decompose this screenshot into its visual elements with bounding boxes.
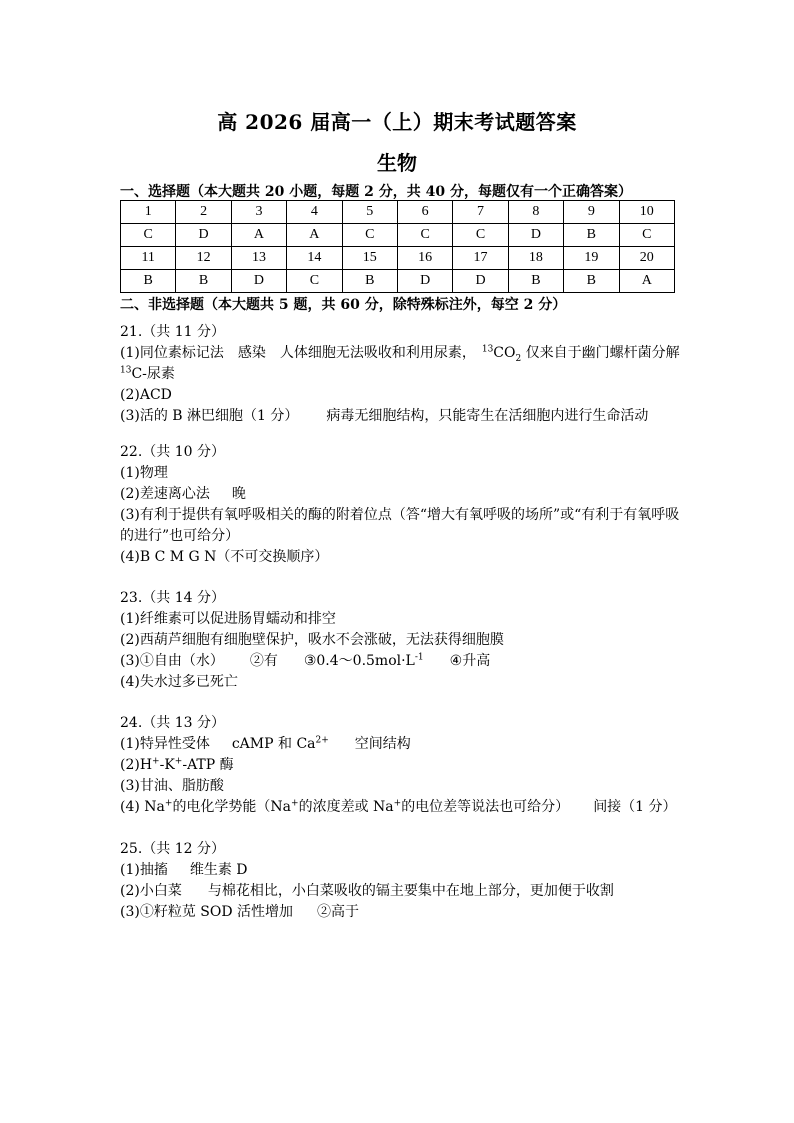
- q21-1d-sup: 13: [481, 344, 494, 355]
- question-number-cell: 8: [508, 201, 563, 224]
- subject-heading: 生物: [377, 151, 417, 175]
- q24-4a: (4) Na: [120, 799, 165, 815]
- question-number-cell: 9: [564, 201, 619, 224]
- q24-2b: -K: [159, 757, 175, 773]
- question-21: [120, 322, 680, 427]
- q23-answer-2: (2)西葫芦细胞有细胞壁保护，吸水不会涨破，无法获得细胞膜: [120, 632, 504, 648]
- answer-table-answer-row: [121, 224, 675, 247]
- answer-cell: B: [176, 270, 231, 293]
- question-number-cell: 7: [453, 201, 508, 224]
- answer-cell: B: [508, 270, 563, 293]
- answer-cell: C: [287, 270, 342, 293]
- q21-1a: (1)同位素标记法: [120, 345, 224, 361]
- q22-2a: (2)差速离心法: [120, 486, 210, 502]
- q21-answer-1-cont: [120, 364, 680, 385]
- question-number-cell: 16: [397, 247, 452, 270]
- q24-1a: (1)特异性受体: [120, 736, 210, 752]
- q24-1c: 空间结构: [354, 736, 411, 752]
- section2-heading: 二、非选择题（本大题共 5 题，共 60 分，除特殊标注外，每空 2 分）: [120, 297, 567, 313]
- q21-2: C-尿素: [131, 366, 175, 382]
- q22-answer-1: (1)物理: [120, 465, 168, 481]
- q21-header: 21.（共 11 分）: [120, 324, 225, 340]
- q21-answer-3: [120, 406, 680, 427]
- q24-2-sup1: +: [152, 756, 160, 767]
- answer-cell: C: [619, 224, 674, 247]
- q21-1d: CO: [493, 345, 516, 361]
- answer-cell: D: [397, 270, 452, 293]
- q24-4-sup3: +: [393, 798, 402, 809]
- q21-2-sup: 13: [120, 365, 132, 376]
- q24-1b-sup: 2+: [315, 735, 329, 746]
- q24-4e: 间接（1 分）: [593, 799, 677, 815]
- question-24: [120, 713, 680, 818]
- q22-answer-3: (3)有利于提供有氧呼吸相关的酶的附着位点（答“增大有氧呼吸的场所”或“有利于有氧呼吸的进行”也可给分）: [120, 507, 680, 544]
- q24-2a: (2)H: [120, 757, 153, 773]
- question-number-cell: 3: [231, 201, 286, 224]
- q25-answer-2: [120, 881, 680, 902]
- q22-2b: 晚: [231, 486, 246, 502]
- q22-answer-2: [120, 484, 680, 505]
- answer-cell: D: [453, 270, 508, 293]
- question-number-cell: 13: [231, 247, 286, 270]
- q25-3b: ②高于: [317, 904, 360, 920]
- answer-cell: B: [564, 224, 619, 247]
- question-number-cell: 5: [342, 201, 397, 224]
- q23-answer-4: (4)失水过多已死亡: [120, 674, 238, 690]
- q25-3a: (3)①籽粒苋 SOD 活性增加: [120, 904, 294, 920]
- q21-1b: 感染: [237, 345, 266, 361]
- question-number-cell: 6: [397, 201, 452, 224]
- q23-answer-1: (1)纤维素可以促进肠胃蠕动和排空: [120, 611, 336, 627]
- answer-table-number-row: [121, 247, 675, 270]
- q24-answer-1: [120, 734, 680, 755]
- q23-answer-3: [120, 651, 680, 672]
- answer-cell: C: [453, 224, 508, 247]
- question-number-cell: 15: [342, 247, 397, 270]
- q25-1b: 维生素 D: [189, 862, 248, 878]
- q23-3b: ②有: [249, 653, 278, 669]
- answer-table-answer-row: [121, 270, 675, 293]
- q23-3c-sup: -1: [414, 652, 424, 663]
- question-number-cell: 10: [619, 201, 674, 224]
- question-number-cell: 2: [176, 201, 231, 224]
- answer-cell: B: [342, 270, 397, 293]
- question-25: [120, 839, 680, 923]
- question-number-cell: 4: [287, 201, 342, 224]
- question-number-cell: 11: [121, 247, 176, 270]
- answer-cell: A: [619, 270, 674, 293]
- answer-cell: A: [231, 224, 286, 247]
- q24-answer-3: (3)甘油、脂肪酸: [120, 778, 224, 794]
- answer-cell: C: [121, 224, 176, 247]
- q21-3b: 病毒无细胞结构，只能寄生在活细胞内进行生命活动: [326, 408, 649, 424]
- question-23: [120, 588, 680, 693]
- answer-cell: C: [397, 224, 452, 247]
- q24-4c: 的浓度差或 Na: [298, 799, 394, 815]
- answer-cell: D: [508, 224, 563, 247]
- q24-answer-4: [120, 797, 680, 818]
- q24-4b: 的电化学势能（Na: [172, 799, 292, 815]
- question-22: [120, 442, 680, 568]
- question-number-cell: 18: [508, 247, 563, 270]
- q21-1d-sub: 2: [515, 353, 522, 364]
- q24-1b: cAMP 和 Ca: [231, 736, 316, 752]
- answer-table-number-row: [121, 201, 675, 224]
- answer-cell: B: [564, 270, 619, 293]
- answer-table: [120, 200, 675, 293]
- q24-2-sup2: +: [174, 756, 183, 767]
- section1-heading: 一、选择题（本大题共 20 小题，每题 2 分，共 40 分，每题仅有一个正确答案）: [120, 184, 632, 200]
- question-number-cell: 1: [121, 201, 176, 224]
- page-title: 高 2026 届高一（上）期末考试题答案: [217, 110, 577, 134]
- q25-answer-3: [120, 902, 680, 923]
- question-number-cell: 12: [176, 247, 231, 270]
- q25-1a: (1)抽搐: [120, 862, 168, 878]
- q21-1c: 人体细胞无法吸收和利用尿素，: [279, 345, 476, 361]
- q24-2c: -ATP 酶: [182, 757, 234, 773]
- q24-4-sup1: +: [164, 798, 173, 809]
- answer-cell: A: [287, 224, 342, 247]
- answer-cell: B: [121, 270, 176, 293]
- answer-cell: C: [342, 224, 397, 247]
- q24-4d: 的电位差等说法也可给分）: [401, 799, 570, 815]
- q23-3c: ③0.4～0.5mol·L: [303, 653, 415, 669]
- q23-3d: ④升高: [449, 653, 491, 669]
- q24-answer-2: [120, 755, 680, 776]
- q24-header: 24.（共 13 分）: [120, 715, 225, 731]
- q25-2b: 与棉花相比，小白菜吸收的镉主要集中在地上部分，更加便于收割: [207, 883, 614, 899]
- q21-answer-1: [120, 343, 680, 364]
- q25-answer-1: [120, 860, 680, 881]
- question-number-cell: 19: [564, 247, 619, 270]
- question-number-cell: 20: [619, 247, 674, 270]
- q23-3a: (3)①自由（水）: [120, 653, 224, 669]
- q23-header: 23.（共 14 分）: [120, 590, 225, 606]
- q25-header: 25.（共 12 分）: [120, 841, 225, 857]
- q21-3a: (3)活的 B 淋巴细胞（1 分）: [120, 408, 299, 424]
- q21-1e: 仅来自于幽门螺杆菌分解: [521, 345, 680, 361]
- q21-answer-2: (2)ACD: [120, 387, 172, 403]
- q25-2a: (2)小白菜: [120, 883, 182, 899]
- question-number-cell: 14: [287, 247, 342, 270]
- q22-header: 22.（共 10 分）: [120, 444, 225, 460]
- q24-4-sup2: +: [291, 798, 299, 809]
- q22-answer-4: (4)B C M G N（不可交换顺序）: [120, 549, 329, 565]
- answer-cell: D: [231, 270, 286, 293]
- answer-cell: D: [176, 224, 231, 247]
- question-number-cell: 17: [453, 247, 508, 270]
